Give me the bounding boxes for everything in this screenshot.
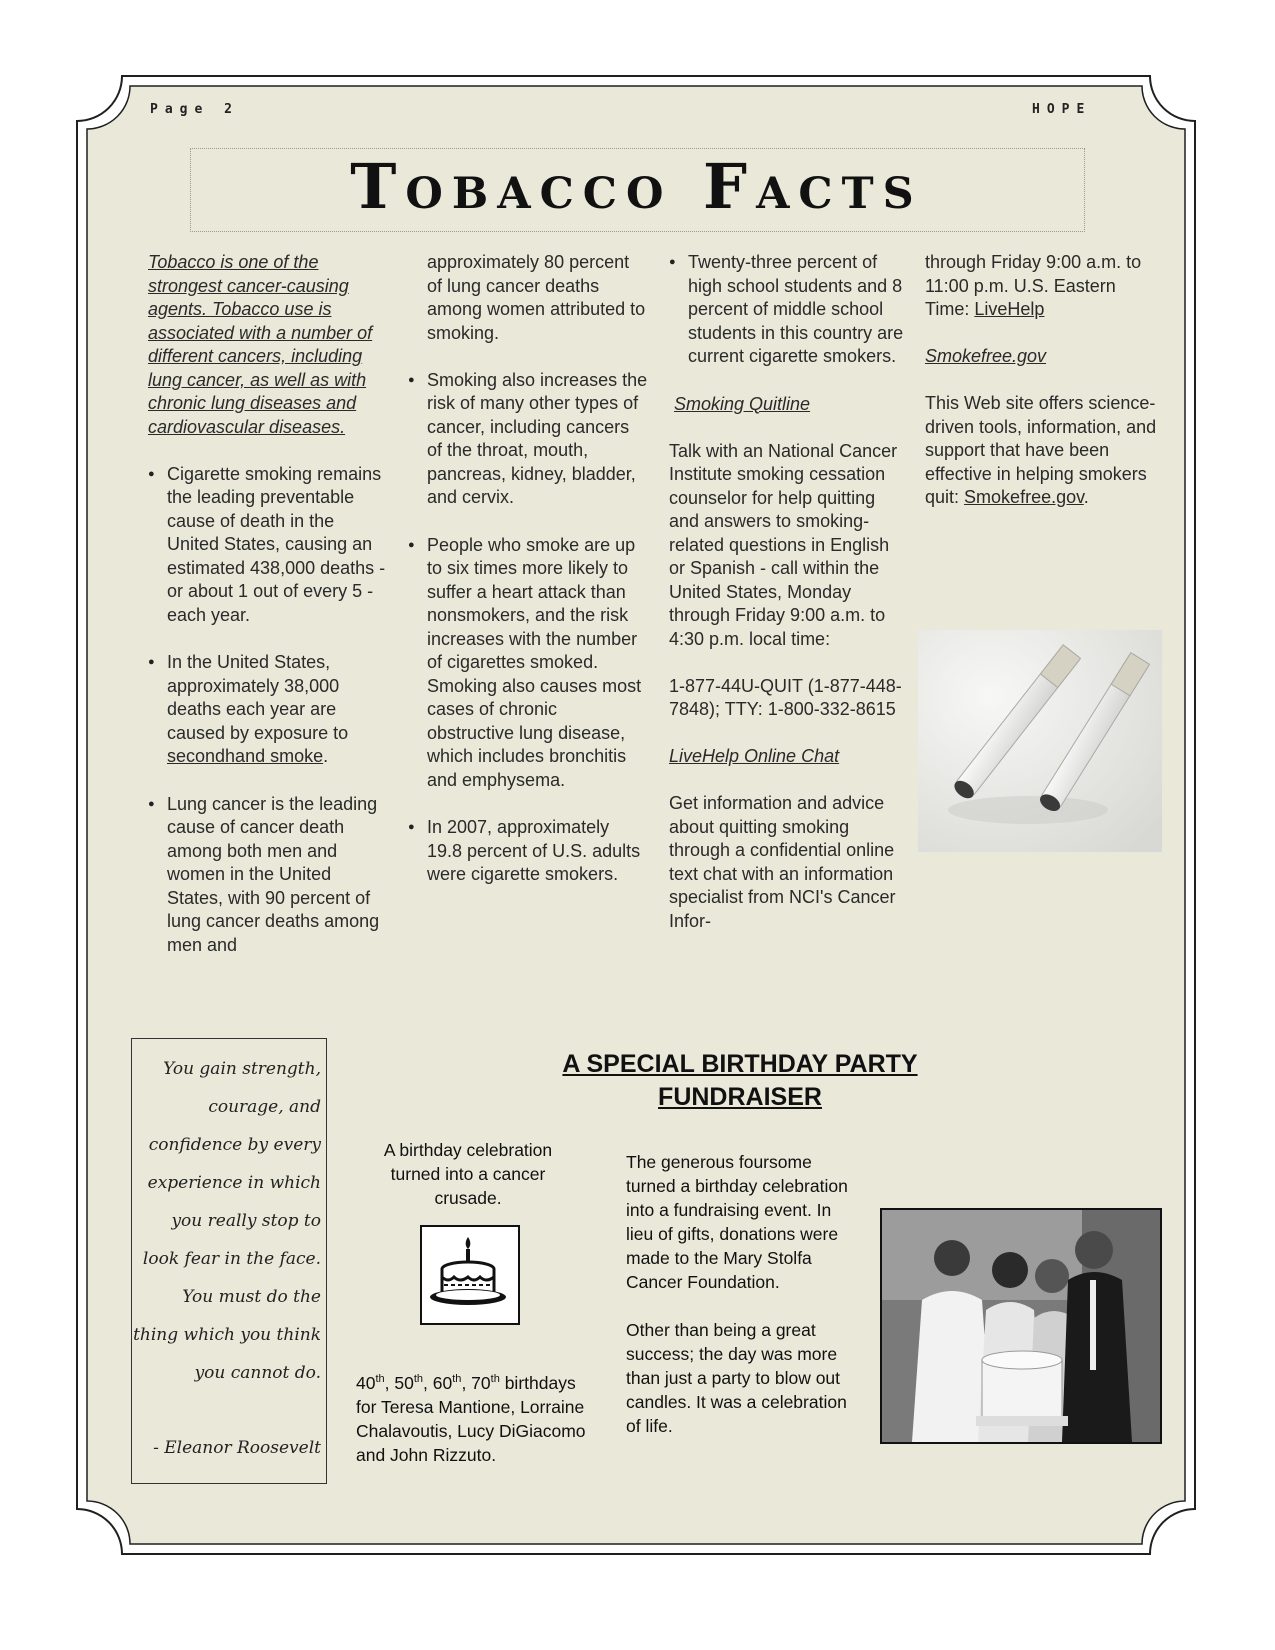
quote-line: look fear in the face. xyxy=(142,1249,321,1269)
cake-clipart xyxy=(420,1225,520,1325)
page-number-label: Page 2 xyxy=(150,102,239,117)
cigarettes-illustration xyxy=(918,630,1162,852)
birthday-names: 40th, 50th, 60th, 70th birthdays for Teresa Mantione, Lorraine Chalavoutis, Lucy DiGiacomo and John Rizzuto. xyxy=(356,1372,586,1465)
livehelp-text: Get information and advice about quitting smoking through a confidential online text chat with an information specialist from NCI's Cancer Infor- xyxy=(669,793,896,931)
quote-line: courage, and xyxy=(208,1097,321,1117)
birthday-para-2: Other than being a great success; the day was more than just a party to blow out candles. It was a celebration of life. xyxy=(626,1319,847,1436)
list-item: ● Smoking also increases the risk of many other types of cancer, including cancers of the throat, mouth, pancreas, kidney, bladder, and cervix. xyxy=(408,369,648,510)
livehelp-link[interactable]: LiveHelp xyxy=(974,299,1045,319)
cake-icon xyxy=(422,1227,514,1319)
quote-line: You gain strength, xyxy=(163,1059,321,1079)
birthday-title: A SPECIAL BIRTHDAY PARTY FUNDRAISER xyxy=(562,1050,918,1111)
quote-author: - Eleanor Roosevelt xyxy=(153,1438,321,1458)
quitline-text: Talk with an National Cancer Institute smoking cessation counselor for help quitting and answers to smoking-related questions in English or Spanish - call within the United States, Monday through Friday 9:00 a.m. to 4:30 p.m. local time: xyxy=(669,440,898,649)
birthday-paragraphs xyxy=(626,1150,862,1438)
list-item: ● Lung cancer is the leading cause of cancer death among both men and women in the United States, with 90 percent of lung cancer deaths among men and xyxy=(148,793,388,958)
column-1 xyxy=(148,251,388,981)
quitline-heading[interactable]: Smoking Quitline xyxy=(674,393,811,414)
fact-list-1 xyxy=(148,463,388,958)
list-item: ● Twenty-three percent of high school students and 8 percent of middle school students in this country are current cigarette smokers. xyxy=(669,251,907,369)
publication-name: HOPE xyxy=(1032,102,1092,117)
fact-list-2 xyxy=(408,369,648,887)
cigarettes-photo xyxy=(918,630,1162,852)
continued-text: approximately 80 percent of lung cancer deaths among women attributed to smoking. xyxy=(427,252,646,343)
page-title: Tobacco Facts xyxy=(350,150,923,223)
party-illustration xyxy=(882,1210,1160,1442)
column-4 xyxy=(925,251,1163,510)
livehelp-continued: through Friday 9:00 a.m. to 11:00 p.m. U.S. Eastern Time: LiveHelp xyxy=(925,252,1142,319)
column-2 xyxy=(408,251,648,911)
birthday-para-1: The generous foursome turned a birthday celebration into a fundraising event. In lieu of gifts, donations were made to the Mary Stolfa Cancer Foundation. xyxy=(626,1152,848,1292)
quote-line: confidence by every xyxy=(148,1135,321,1155)
birthday-subtitle: A birthday celebration turned into a cancer crusade. xyxy=(383,1140,553,1208)
column-3 xyxy=(669,251,907,933)
list-item: ● Cigarette smoking remains the leading preventable cause of death in the United States, causing an estimated 438,000 deaths - or about 1 out of every 5 - each year. xyxy=(148,463,388,628)
list-item: ● In 2007, approximately 19.8 percent of U.S. adults were cigarette smokers. xyxy=(408,816,648,887)
quote-line: you really stop to xyxy=(171,1211,321,1231)
smokefree-heading[interactable]: Smokefree.gov xyxy=(925,346,1047,366)
smokefree-text: This Web site offers science-driven tools, information, and support that have been effective in helping smokers quit: Smokefree.gov. xyxy=(925,393,1157,507)
quote-line: You must do the xyxy=(182,1287,321,1307)
fact-list-3 xyxy=(669,251,907,369)
quitline-phone: 1-877-44U-QUIT (1-877-448-7848); TTY: 1-800-332-8615 xyxy=(669,675,902,719)
livehelp-heading[interactable]: LiveHelp Online Chat xyxy=(669,746,840,766)
birthday-party-photo xyxy=(880,1208,1162,1444)
list-item: ● People who smoke are up to six times more likely to suffer a heart attack than nonsmokers, and the risk increases with the number of cigarettes smoked. Smoking also causes most cases of chronic obstructive lung disease, which includes bronchitis and emphysema. xyxy=(408,534,648,793)
secondhand-smoke-link[interactable]: secondhand smoke xyxy=(167,746,324,766)
intro-paragraph: Tobacco is one of the strongest cancer-causing agents. Tobacco use is associated with a number of different cancers, including lung cancer, as well as with chronic lung diseases and cardiovascular diseases. xyxy=(148,252,373,437)
quote-line: thing which you think xyxy=(133,1325,321,1345)
list-item: ● In the United States, approximately 38,000 deaths each year are caused by exposure to secondhand smoke. xyxy=(148,651,388,769)
quote-line: you cannot do. xyxy=(194,1363,321,1383)
smokefree-link[interactable]: Smokefree.gov xyxy=(964,487,1084,507)
quote-text xyxy=(131,1050,321,1392)
quote-line: experience in which xyxy=(147,1173,321,1193)
